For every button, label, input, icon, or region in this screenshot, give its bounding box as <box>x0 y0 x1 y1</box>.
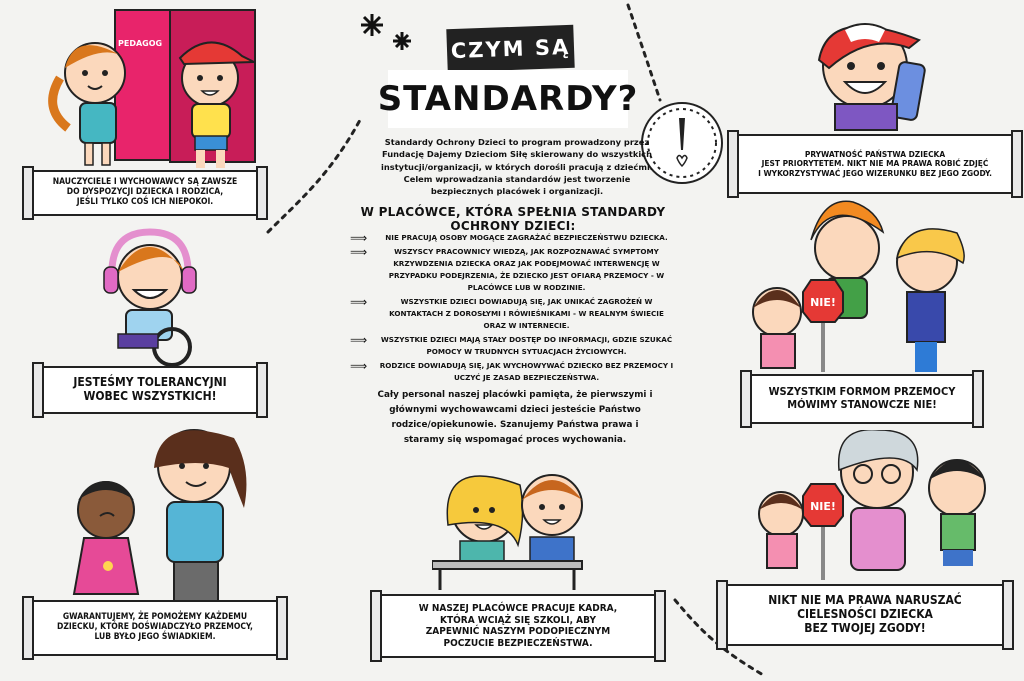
arrow-icon: ⟹ <box>350 231 368 245</box>
stop-sign-text-2: NIE! <box>810 500 836 513</box>
stop-sign-text: NIE! <box>810 296 836 309</box>
intro-paragraph: Standardy Ochrony Dzieci to program prowadzony przez Fundację Dajemy Dzieciom Siłę skierowany do wszystkich instytucji/organizacji, w których dorośli pracują z dziećmi. Celem wprowadzania standardów jest tworzenie bezpiecznych placówek i organizacji. <box>381 137 653 197</box>
arrow-icon: ⟹ <box>350 333 368 347</box>
page-title: STANDARDY? <box>388 70 628 128</box>
standards-list <box>350 232 675 386</box>
list-item: ⟹ RODZICE DOWIADUJĄ SIĘ, JAK WYCHOWYWAĆ DZIECKO BEZ PRZEMOCY I UCZYĆ JE ZASAD BEZPIECZEŃSTWA. <box>350 359 674 382</box>
banner-violence: WSZYSTKIM FORMOM PRZEMOCY MÓWIMY STANOWCZE NIE! <box>748 374 976 424</box>
list-item: ⟹ WSZYSTKIE DZIECI DOWIADUJĄ SIĘ, JAK UNIKAĆ ZAGROŻEŃ W KONTAKTACH Z DOROSŁYMI I RÓWIEŚNIKAMI - W REALNYM ŚWIECIE ORAZ W INTERNECIE. <box>350 295 664 330</box>
list-item: ⟹ WSZYSTKIE DZIECI MAJĄ STAŁY DOSTĘP DO INFORMACJI, GDZIE SZUKAĆ POMOCY W TRUDNYCH SYTUACJACH ŻYCIOWYCH. <box>350 333 673 356</box>
star-small-icon <box>393 32 411 50</box>
arrow-icon: ⟹ <box>350 295 368 309</box>
standards-subheading: W PLACÓWCE, KTÓRA SPEŁNIA STANDARDY OCHRONY DZIECI: <box>360 205 666 233</box>
arrow-icon: ⟹ <box>350 359 368 373</box>
banner-tolerance: JESTEŚMY TOLERANCYJNI WOBEC WSZYSTKICH! <box>40 366 260 414</box>
arrow-icon: ⟹ <box>350 245 368 259</box>
kids-stop-illustration <box>735 200 985 375</box>
title-top: CZYM SĄ <box>446 25 574 72</box>
grandma-kids-illustration <box>745 430 1010 585</box>
children-desk-illustration <box>432 465 602 590</box>
banner-privacy: PRYWATNOŚĆ PAŃSTWA DZIECKA JEST PRIORYTETEM. NIKT NIE MA PRAWA ROBIĆ ZDJĘĆ I WYKORZYSTYWAĆ JEGO WIZERUNKU BEZ JEGO ZGODY. <box>735 134 1015 194</box>
boy-phone-illustration <box>805 8 940 136</box>
banner-body: NIKT NIE MA PRAWA NARUSZAĆ CIELESNOŚCI DZIECKA BEZ TWOJEJ ZGODY! <box>724 584 1006 646</box>
list-item: ⟹ NIE PRACUJĄ OSOBY MOGĄCE ZAGRAŻAĆ BEZPIECZEŃSTWU DZIECKA. <box>350 231 668 245</box>
banner-help: GWARANTUJEMY, ŻE POMOŻEMY KAŻDEMU DZIECKU, KTÓRE DOŚWIADCZYŁO PRZEMOCY, LUB BYŁO JEGO ŚWIADKIEM. <box>30 600 280 656</box>
mother-girl-illustration <box>62 418 262 603</box>
teacher-door-illustration <box>30 8 280 178</box>
door-label: PEDAGOG <box>118 39 163 48</box>
girl-wheelchair-illustration <box>92 222 212 367</box>
banner-teachers: NAUCZYCIELE I WYCHOWAWCY SĄ ZAWSZE DO DYSPOZYCJI DZIECKA I RODZICA, JEŚLI TYLKO COŚ ICH NIEPOKOI. <box>30 170 260 216</box>
list-item: ⟹ WSZYSCY PRACOWNICY WIEDZĄ, JAK ROZPOZNAWAĆ SYMPTOMY KRZYWDZENIA DZIECKA ORAZ JAK PODEJMOWAĆ INTERWENCJĘ W PRZYPADKU PODEJRZENIA, ŻE DZIECKO JEST OFIARĄ PRZEMOCY - W PLACÓWCE LUB W RODZINIE. <box>350 245 665 292</box>
banner-staff: W NASZEJ PLACÓWCE PRACUJE KADRA, KTÓRA WCIĄŻ SIĘ SZKOLI, ABY ZAPEWNIĆ NASZYM PODOPIECZNYM POCZUCIE BEZPIECZEŃSTWA. <box>378 594 658 658</box>
star-icon <box>361 14 383 36</box>
closing-paragraph: Cały personal naszej placówki pamięta, że pierwszymi i głównymi wychowawcami dzieci jesteście Państwo rodzice/opiekunowie. Szanujemy Państwa prawa i staramy się wspomagać proces wychowania. <box>377 390 653 445</box>
